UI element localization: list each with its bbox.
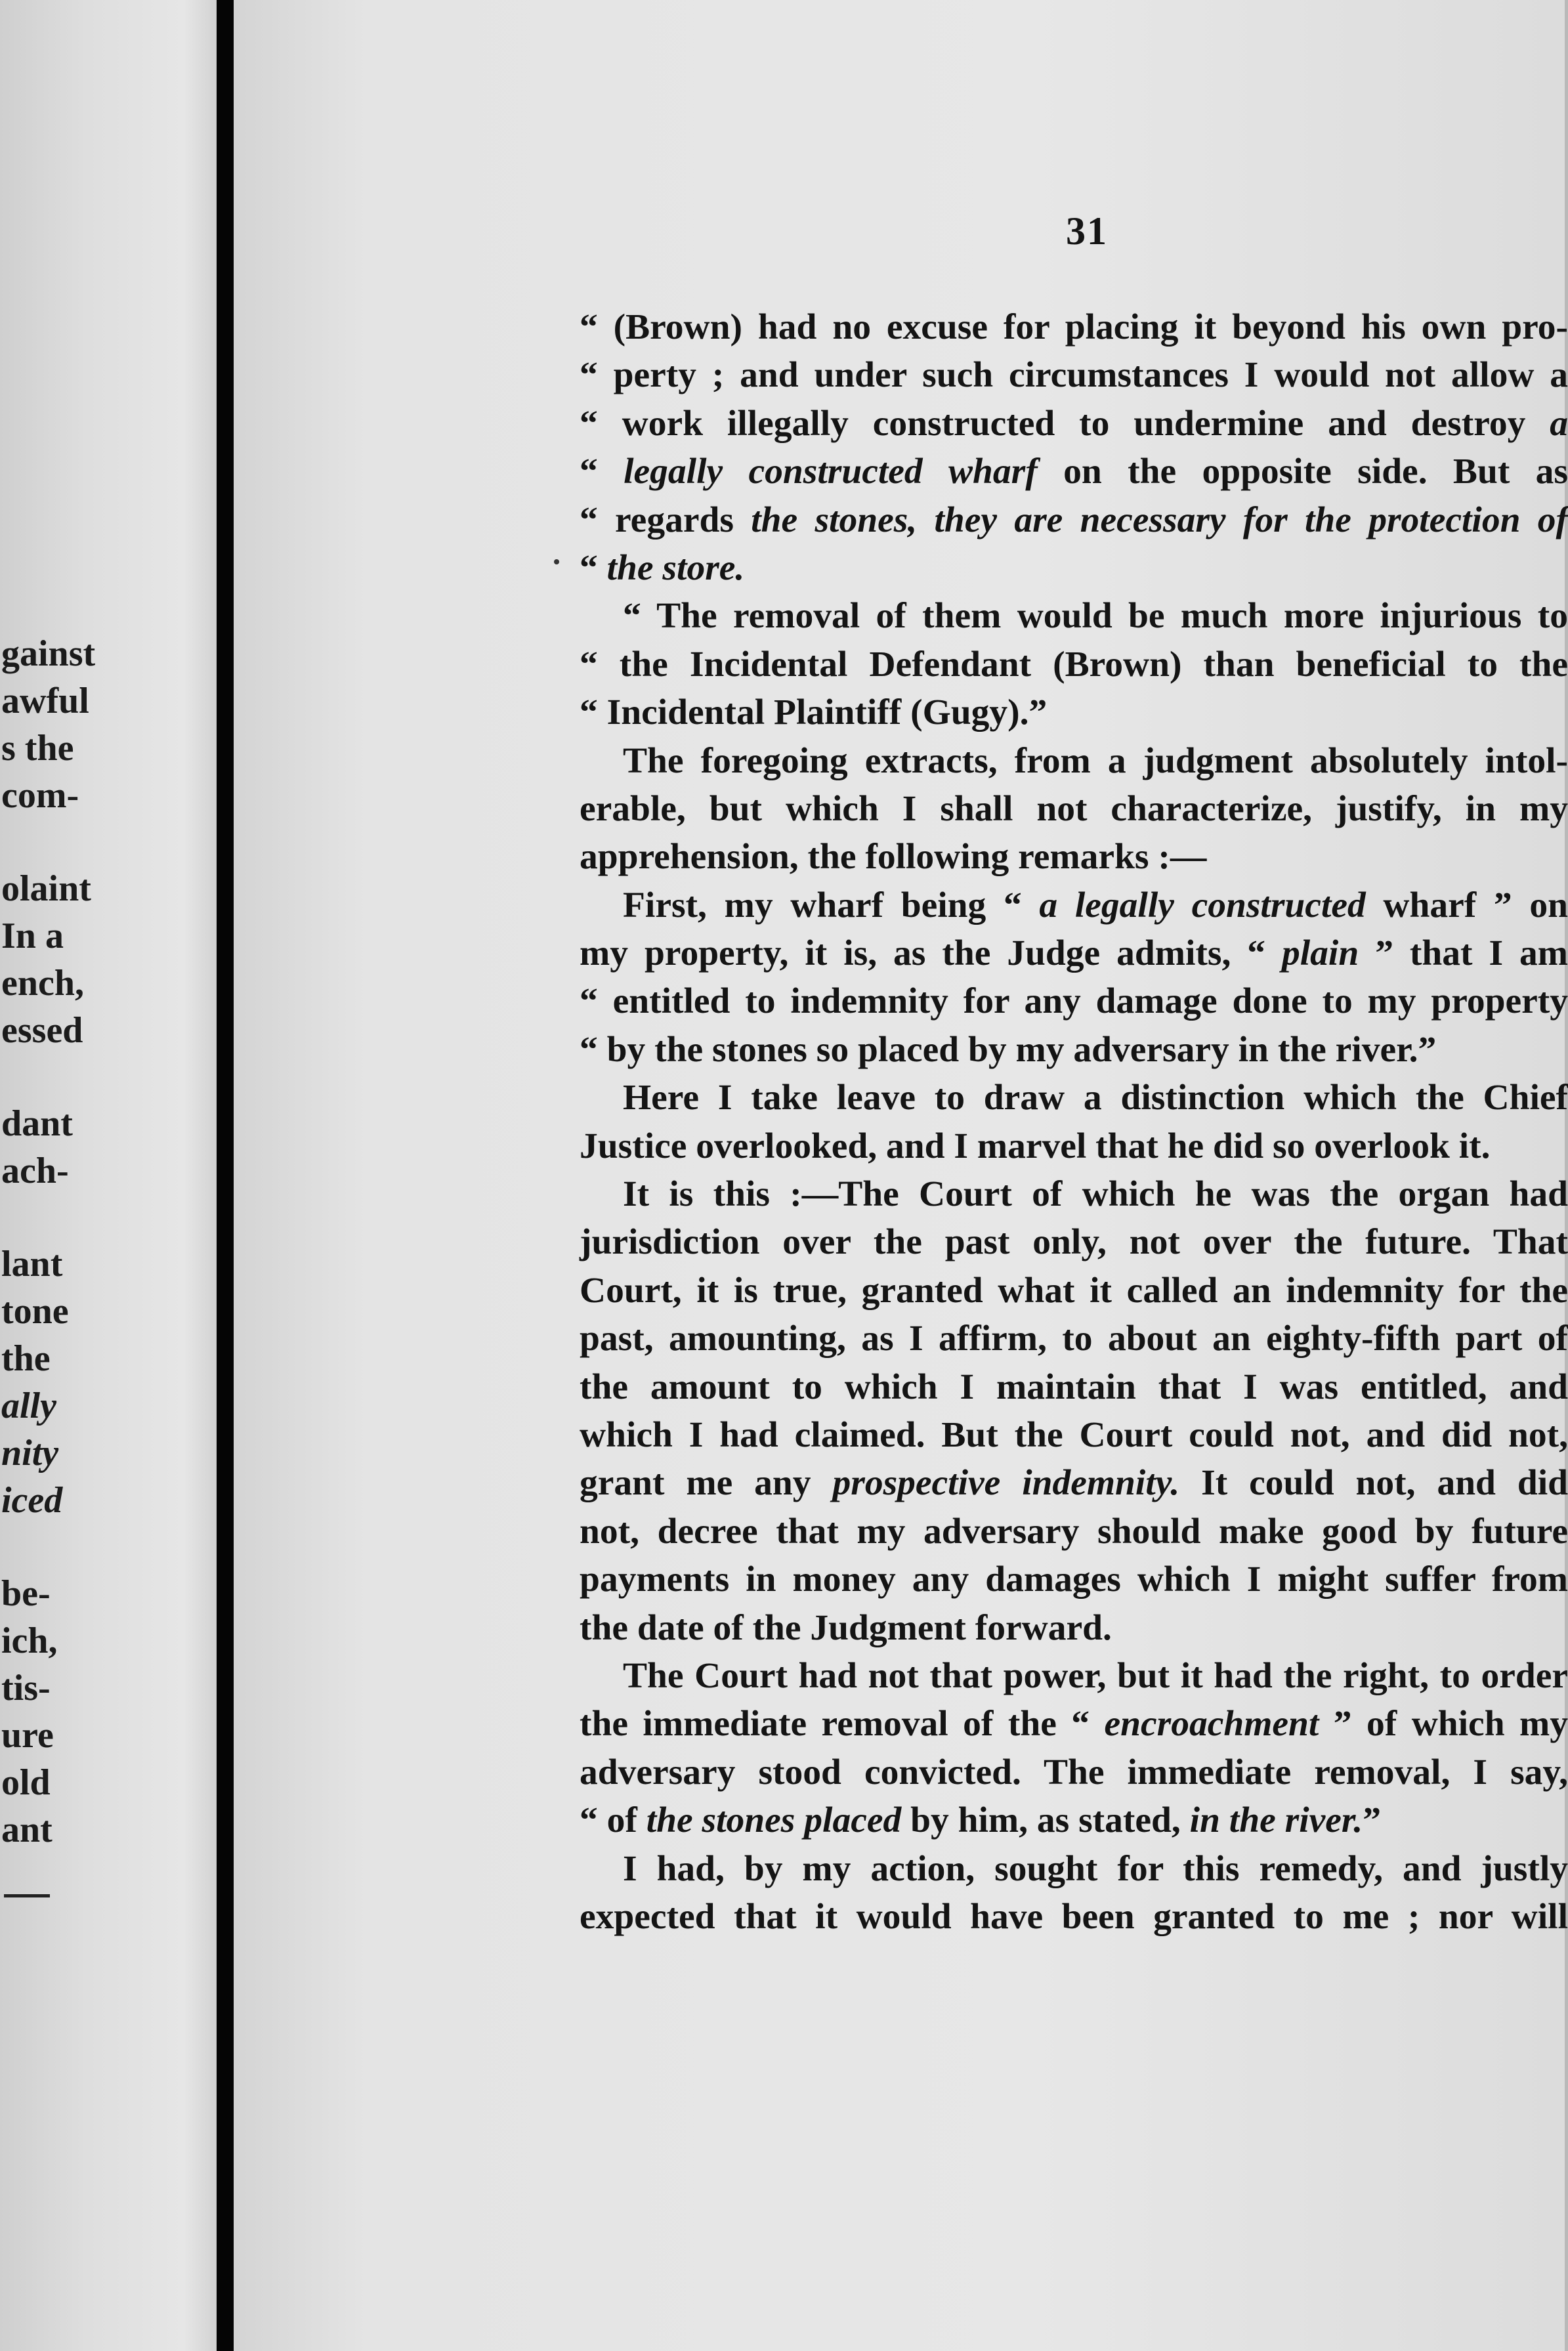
text-run: It could not, and did — [1179, 1463, 1568, 1504]
text-run: apprehension, the following remarks :— — [580, 837, 1207, 878]
text-line — [580, 1796, 1568, 1844]
text-line — [580, 592, 1568, 640]
text-line — [580, 1604, 1568, 1652]
text-run: “ — [580, 452, 624, 492]
text-line — [580, 1315, 1568, 1363]
text-run: “ perty ; and under such circumstances I would not allow a — [580, 355, 1568, 396]
text-line — [580, 1363, 1568, 1411]
text-run: “ Incidental Plaintiff (Gugy).” — [580, 692, 1048, 733]
facing-page-line-fragment: old — [1, 1762, 51, 1803]
text-line — [580, 400, 1568, 448]
text-run: ” — [1363, 1800, 1382, 1841]
text-run: ” that I am — [1359, 933, 1568, 974]
italic-text: a — [1550, 403, 1568, 444]
text-run: The Court had not that power, but it had the right, to order — [623, 1655, 1568, 1696]
text-line — [580, 1748, 1568, 1796]
text-line — [580, 1122, 1568, 1170]
text-run: the amount to which I maintain that I was entitled, and — [580, 1366, 1568, 1407]
text-line — [580, 448, 1568, 496]
text-run: “ work illegally constructed to undermine and destroy — [580, 403, 1550, 444]
text-run: ” of which my — [1319, 1704, 1568, 1745]
italic-text: encroachment — [1104, 1704, 1319, 1745]
text-line — [580, 688, 1568, 736]
text-run: “ — [580, 547, 607, 588]
text-run: It is this :—The Court of which he was the organ had — [623, 1174, 1568, 1215]
facing-page-line-fragment: essed — [1, 1010, 83, 1051]
text-line — [580, 544, 1568, 592]
text-run: “ (Brown) had no excuse for placing it beyond his own pro- — [580, 307, 1568, 347]
text-run: “ by the stones so placed by my adversary in the river.” — [580, 1029, 1437, 1070]
text-run: “ of — [580, 1800, 646, 1841]
text-run: past, amounting, as I affirm, to about an eighty-fifth part of — [580, 1319, 1568, 1359]
text-run: “ The removal of them would be much more injurious to — [623, 596, 1568, 637]
text-run: the immediate removal of the “ — [580, 1704, 1105, 1745]
text-line — [580, 303, 1568, 351]
italic-text: plain — [1282, 933, 1359, 974]
facing-page-fragment — [0, 0, 217, 2351]
facing-page-line-fragment: the — [1, 1338, 51, 1379]
text-line — [580, 1411, 1568, 1459]
facing-page-line-fragment: ich, — [1, 1620, 58, 1661]
text-run: “ regards — [580, 499, 752, 540]
text-line — [580, 977, 1568, 1025]
text-run: The foregoing extracts, from a judgment absolutely intol- — [623, 740, 1568, 781]
facing-page-line-fragment: ant — [1, 1810, 53, 1850]
text-run: by him, as stated, — [901, 1800, 1190, 1841]
text-run: Court, it is true, granted what it called an indemnity for the — [580, 1270, 1568, 1311]
facing-page-rule — [4, 1894, 50, 1897]
text-line — [580, 1893, 1568, 1941]
text-run: Here I take leave to draw a distinction which the Chief — [623, 1078, 1568, 1118]
text-line — [580, 496, 1568, 544]
body-text — [580, 303, 1568, 1941]
italic-text: in the river. — [1189, 1800, 1363, 1841]
text-run: expected that it would have been granted to me ; nor will — [580, 1896, 1568, 1937]
facing-page-line-fragment: awful — [1, 681, 89, 721]
facing-page-line-fragment: ench, — [1, 963, 84, 1004]
book-gutter — [217, 0, 234, 2351]
text-run: “ entitled to indemnity for any damage done to my property — [580, 981, 1568, 1022]
text-line — [580, 1218, 1568, 1266]
italic-text: a legally constructed — [1039, 885, 1366, 925]
text-run: Justice overlooked, and I marvel that he did so overlook it. — [580, 1126, 1491, 1166]
page-number: 31 — [1066, 209, 1108, 253]
facing-page-line-fragment: ach- — [1, 1151, 69, 1191]
text-line — [580, 1459, 1568, 1507]
text-run: not, decree that my adversary should make good by future — [580, 1511, 1568, 1552]
text-run: the date of the Judgment forward. — [580, 1607, 1112, 1648]
text-line — [580, 1508, 1568, 1556]
text-line — [580, 737, 1568, 785]
facing-page-line-fragment: tis- — [1, 1668, 51, 1708]
text-line — [580, 1845, 1568, 1893]
text-line — [580, 641, 1568, 688]
facing-page-line-fragment: be- — [1, 1573, 51, 1614]
facing-page-line-fragment: In a — [1, 916, 64, 956]
text-run: “ the Incidental Defendant (Brown) than beneficial to the — [580, 644, 1568, 685]
facing-page-line-fragment: ure — [1, 1715, 54, 1756]
facing-page-line-fragment: lant — [1, 1244, 63, 1284]
facing-page-line-fragment: com- — [1, 775, 79, 816]
text-line — [580, 1556, 1568, 1603]
italic-text: the stones placed — [646, 1800, 902, 1841]
text-line — [580, 833, 1568, 881]
page — [234, 0, 1568, 2351]
text-line — [580, 1074, 1568, 1122]
text-run: jurisdiction over the past only, not over the future. That — [580, 1222, 1568, 1263]
italic-text: prospective indemnity. — [832, 1463, 1180, 1504]
italic-text: the store. — [606, 547, 745, 588]
text-line — [580, 881, 1568, 929]
text-run: payments in money any damages which I might suffer from — [580, 1559, 1568, 1600]
facing-page-line-fragment: ally — [1, 1386, 56, 1426]
facing-page-line-fragment: tone — [1, 1291, 69, 1332]
text-run: my property, it is, as the Judge admits, “ — [580, 933, 1282, 974]
text-line — [580, 1652, 1568, 1700]
text-line — [580, 351, 1568, 399]
text-run: wharf ” on — [1365, 885, 1568, 925]
facing-page-line-fragment: s the — [1, 728, 74, 769]
text-line — [580, 785, 1568, 833]
facing-page-line-fragment: dant — [1, 1103, 73, 1144]
text-run: grant me any — [580, 1463, 833, 1504]
italic-text: legally constructed wharf — [624, 452, 1038, 492]
italic-text: the stones, they are necessary for the protection of — [751, 499, 1568, 540]
text-run: adversary stood convicted. The immediate removal, I say, — [580, 1752, 1568, 1792]
text-line — [580, 1700, 1568, 1748]
text-run: erable, but which I shall not characterize, justify, in my — [580, 788, 1568, 829]
facing-page-line-fragment: gainst — [1, 633, 96, 674]
text-line — [580, 1170, 1568, 1218]
text-run: First, my wharf being “ — [623, 885, 1040, 925]
text-run: on the opposite side. But as — [1037, 452, 1568, 492]
ink-speck — [554, 559, 559, 564]
facing-page-line-fragment: nity — [1, 1433, 59, 1473]
text-line — [580, 1267, 1568, 1315]
facing-page-line-fragment: olaint — [1, 868, 91, 909]
facing-page-line-fragment: iced — [1, 1480, 63, 1521]
text-line — [580, 929, 1568, 977]
text-run: which I had claimed. But the Court could not, and did not, — [580, 1414, 1568, 1455]
text-line — [580, 1026, 1568, 1074]
text-run: I had, by my action, sought for this remedy, and justly — [623, 1848, 1568, 1889]
